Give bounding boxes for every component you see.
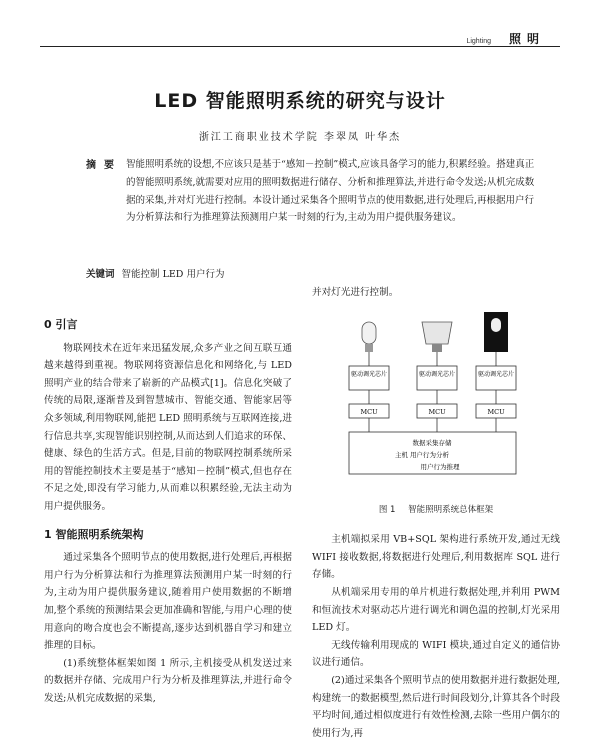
section-0-heading: 0 引言 — [44, 318, 78, 331]
left-column — [44, 316, 292, 707]
driver-chip-box-2 — [417, 366, 457, 390]
paper-authors: 浙江工商职业技术学院 李翠凤 叶华杰 — [198, 132, 402, 143]
right-paragraph-4: (2)通过采集各个照明节点的使用数据并进行数据处理,构建统一的数据模型,然后进行时间段划分,计算其各个时段平均时间,通过相似度进行有效性检测,去除一些用户偶尔的使用行为,再 — [312, 674, 560, 739]
host-line-2: 主机 用户行为分析 — [394, 450, 450, 459]
section-1-paragraph-1: 通过采集各个照明节点的使用数据,进行处理后,再根据用户行为分析算法和行为推理算法预测用户某一时刻的行为,主动为用户提供服务建议,随着用户使用数据的不断增加,整个系统的预测结果会更加准确和智能,与用户心理的使用意向的吻合度也会不断提高,逐步达到机器自学习和建立推理的目标。 — [44, 552, 292, 652]
section-0-paragraph: 物联网技术在近年来迅猛发展,众多产业之间互联互通越来越得到重视。物联网将资源信息化和网络化,与 LED 照明产业的结合带来了崭新的产品模式[1]。信息化突破了传统的局限,逐渐普及到智慧城市、智能交通、智能家居等众多领域,利用物联网,能把 LED 照明系统与互联网连接,进行信息共享,实现智能识别控制,从而达到人们追求的环保、健康、绿色的生活方式。但是,目前的物联网控制系统所采用的智能控制技术主要是基于“感知－控制”模式,但也存在不足之处,即没有学习能力,从而难以积累经验,无法主动为用户提供服务。 — [44, 342, 292, 512]
driver-chip-box-3 — [476, 366, 516, 390]
mcu-box-1 — [349, 404, 389, 418]
host-line-3: 用户行为推理 — [420, 462, 460, 471]
driver-chip-label-2: 驱动调光芯片 — [418, 370, 456, 378]
section-1-heading: 1 智能照明系统架构 — [44, 527, 144, 541]
keywords — [86, 266, 224, 280]
abstract — [86, 156, 541, 227]
running-head-cn: 照明 — [508, 32, 545, 46]
mcu-box-3 — [476, 404, 516, 418]
mcu-label-3: MCU — [487, 407, 505, 416]
running-head-en: Lighting — [466, 38, 491, 45]
header-rule — [40, 46, 560, 47]
host-line-1: 数据采集存储 — [412, 438, 452, 447]
right-column — [312, 284, 560, 742]
figure-1-caption-text: 智能照明系统总体框架 — [408, 504, 494, 515]
mcu-box-2 — [417, 404, 457, 418]
figure-1-diagram — [312, 308, 560, 498]
bulb-icon-1 — [362, 322, 376, 352]
driver-chip-label-3: 驱动调光芯片 — [477, 370, 515, 378]
section-1-paragraph-2: (1)系统整体框架如图 1 所示,主机接受从机发送过来的数据并存储、完成用户行为分析及推理算法,并进行命令发送;从机完成数据的采集, — [44, 657, 292, 704]
right-paragraph-1: 主机端拟采用 VB+SQL 架构进行系统开发,通过无线 WIFI 接收数据,将数据进行处理后,利用数据库 SQL 进行存储。 — [312, 534, 560, 581]
bulb-icon-2 — [422, 322, 452, 352]
paper-title: LED 智能照明系统的研究与设计 — [154, 90, 446, 112]
right-paragraph-2: 从机端采用专用的单片机进行数据处理,并利用 PWM 和恒流技术对驱动芯片进行调光和调色温的控制,灯光采用 LED 灯。 — [312, 586, 560, 634]
right-paragraph-3: 无线传输利用现成的 WIFI 模块,通过自定义的通信协议进行通信。 — [312, 639, 560, 669]
mcu-label-1: MCU — [360, 407, 378, 416]
driver-chip-box-1 — [349, 366, 389, 390]
driver-chip-label-1: 驱动调光芯片 — [350, 370, 388, 378]
keywords-text: 智能控制 LED 用户行为 — [121, 269, 225, 280]
bulb-icon-3 — [484, 312, 508, 352]
running-head — [466, 30, 545, 47]
figure-1-caption — [312, 502, 560, 520]
abstract-label: 摘要 — [86, 160, 122, 171]
figure-1-caption-number: 图 1 — [378, 504, 396, 515]
abstract-text: 智能照明系统的设想,不应该只是基于“感知－控制”模式,应该具备学习的能力,积累经验。搭建真正的智能照明系统,就需要对应用的照明数据进行储存、分析和推理算法,并进行命令发送;从机完成数据的采集,并对灯光进行控制。本设计通过采集各个照明节点的使用数据,进行处理后,再根据用户行为分析算法和行为推理算法预测用户某一时刻的行为,主动为用户提供服务建议。 — [126, 159, 535, 224]
right-column-intro: 并对灯光进行控制。 — [312, 287, 399, 298]
host-box — [349, 432, 516, 474]
mcu-label-2: MCU — [428, 407, 446, 416]
keywords-label: 关键词 — [86, 269, 115, 280]
